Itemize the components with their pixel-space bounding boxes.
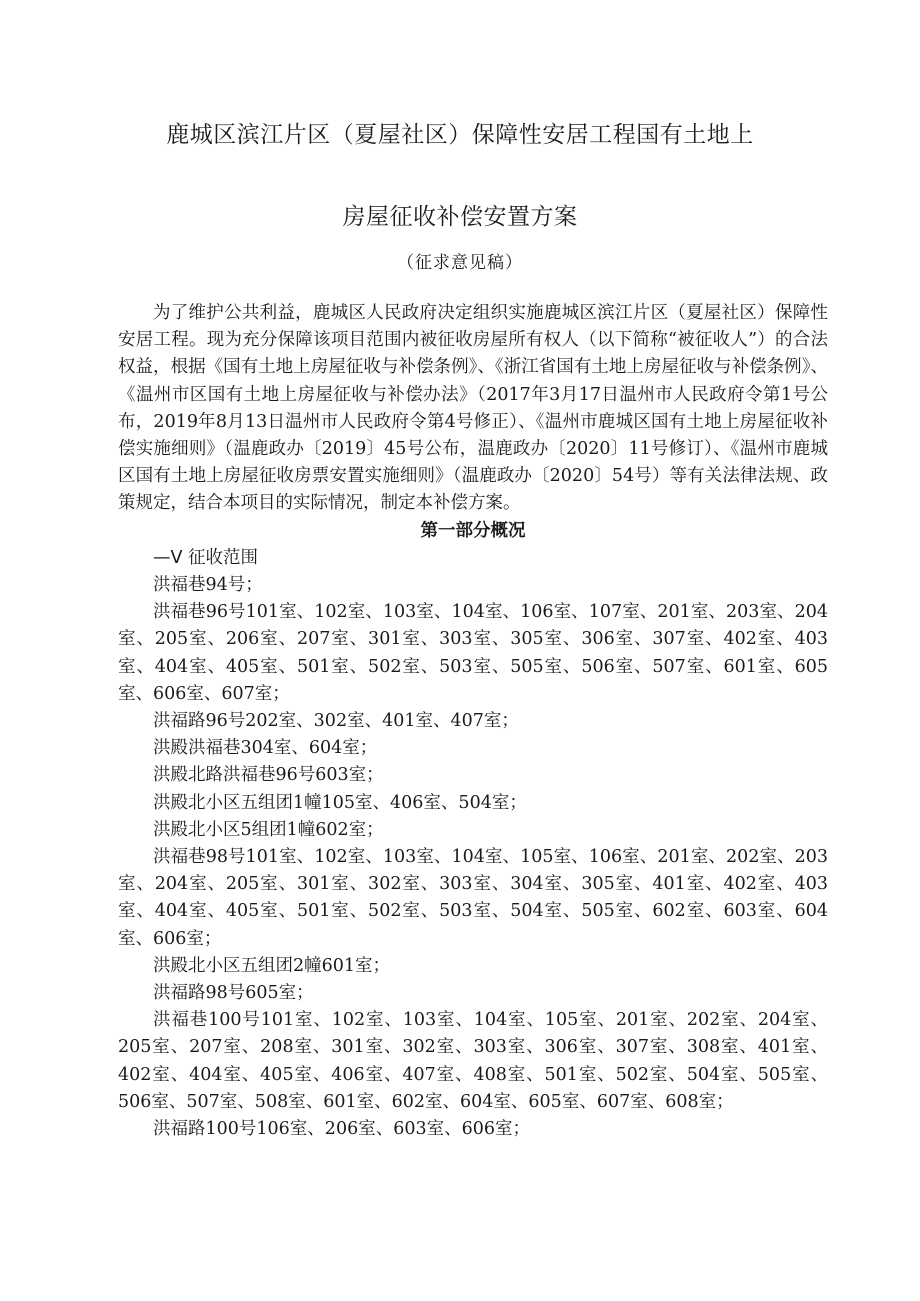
scope-item: 洪福巷94号； bbox=[153, 575, 263, 596]
scope-item: 洪福路96号202室、302室、401室、407室； bbox=[153, 711, 519, 732]
scope-item: 洪殿洪福巷304室、604室； bbox=[153, 738, 378, 759]
scope-item: 洪福路100号106室、206室、603室、606室； bbox=[153, 1119, 531, 1140]
scope-item: 洪殿北路洪福巷96号603室； bbox=[153, 765, 384, 786]
intro-paragraph: 为了维护公共利益，鹿城区人民政府决定组织实施鹿城区滨江片区（夏屋社区）保障性安居工程。现为充分保障该项目范围内被征收房屋所有权人（以下简称“被征收人”）的合法权益，根据《国有土地上房屋征收与补偿条例》、《浙江省国有土地上房屋征收与补偿条例》、《温州市区国有土地上房屋征收与补偿办法》（2017年3月17日温州市人民政府令第1号公布，2019年8月13日温州市人民政府令第4号修正）、《温州市鹿城区国有土地上房屋征收补偿实施细则》（温鹿政办〔2019〕45号公布，温鹿政办〔2020〕11号修订）、《温州市鹿城区国有土地上房屋征收房票安置实施细则》（温鹿政办〔2020〕54号）等有关法律法规、政策规定，结合本项目的实际情况，制定本补偿方案。 bbox=[118, 303, 828, 514]
document-subtitle: （征求意见稿） bbox=[397, 253, 523, 273]
document-title-line-1: 鹿城区滨江片区（夏屋社区）保障性安居工程国有土地上 bbox=[166, 122, 754, 148]
scope-item: 洪福巷96号101室、102室、103室、104室、106室、107室、201室、203室、204室、205室、206室、207室、301室、303室、305室、306室、307室、402室、403室、404室、405室、501室、502室、503室、505室、506室、507室、601室、605室、606室、607室； bbox=[118, 602, 828, 704]
scope-item: 洪福路98号605室； bbox=[153, 983, 314, 1004]
part-heading: 第一部分概况 bbox=[420, 520, 526, 541]
section-heading: —V 征收范围 bbox=[153, 547, 259, 568]
scope-item: 洪殿北小区五组团2幢601室； bbox=[153, 955, 391, 976]
scope-item: 洪殿北小区5组团1幢602室； bbox=[153, 819, 384, 840]
scope-item: 洪殿北小区五组团1幢105室、406室、504室； bbox=[153, 792, 527, 813]
scope-item: 洪福巷98号101室、102室、103室、104室、105室、106室、201室、202室、203室、204室、205室、301室、302室、303室、304室、305室、401室、402室、403室、404室、405室、501室、502室、503室、504室、505室、602室、603室、604室、606室； bbox=[118, 847, 828, 949]
document-title-line-2: 房屋征收补偿安置方案 bbox=[342, 204, 578, 230]
document-body bbox=[118, 300, 828, 1143]
scope-item: 洪福巷100号101室、102室、103室、104室、105室、201室、202室、204室、205室、207室、208室、301室、302室、303室、306室、307室、308室、401室、402室、404室、405室、406室、407室、408室、501室、502室、504室、505室、506室、507室、508室、601室、602室、604室、605室、607室、608室； bbox=[118, 1010, 828, 1112]
